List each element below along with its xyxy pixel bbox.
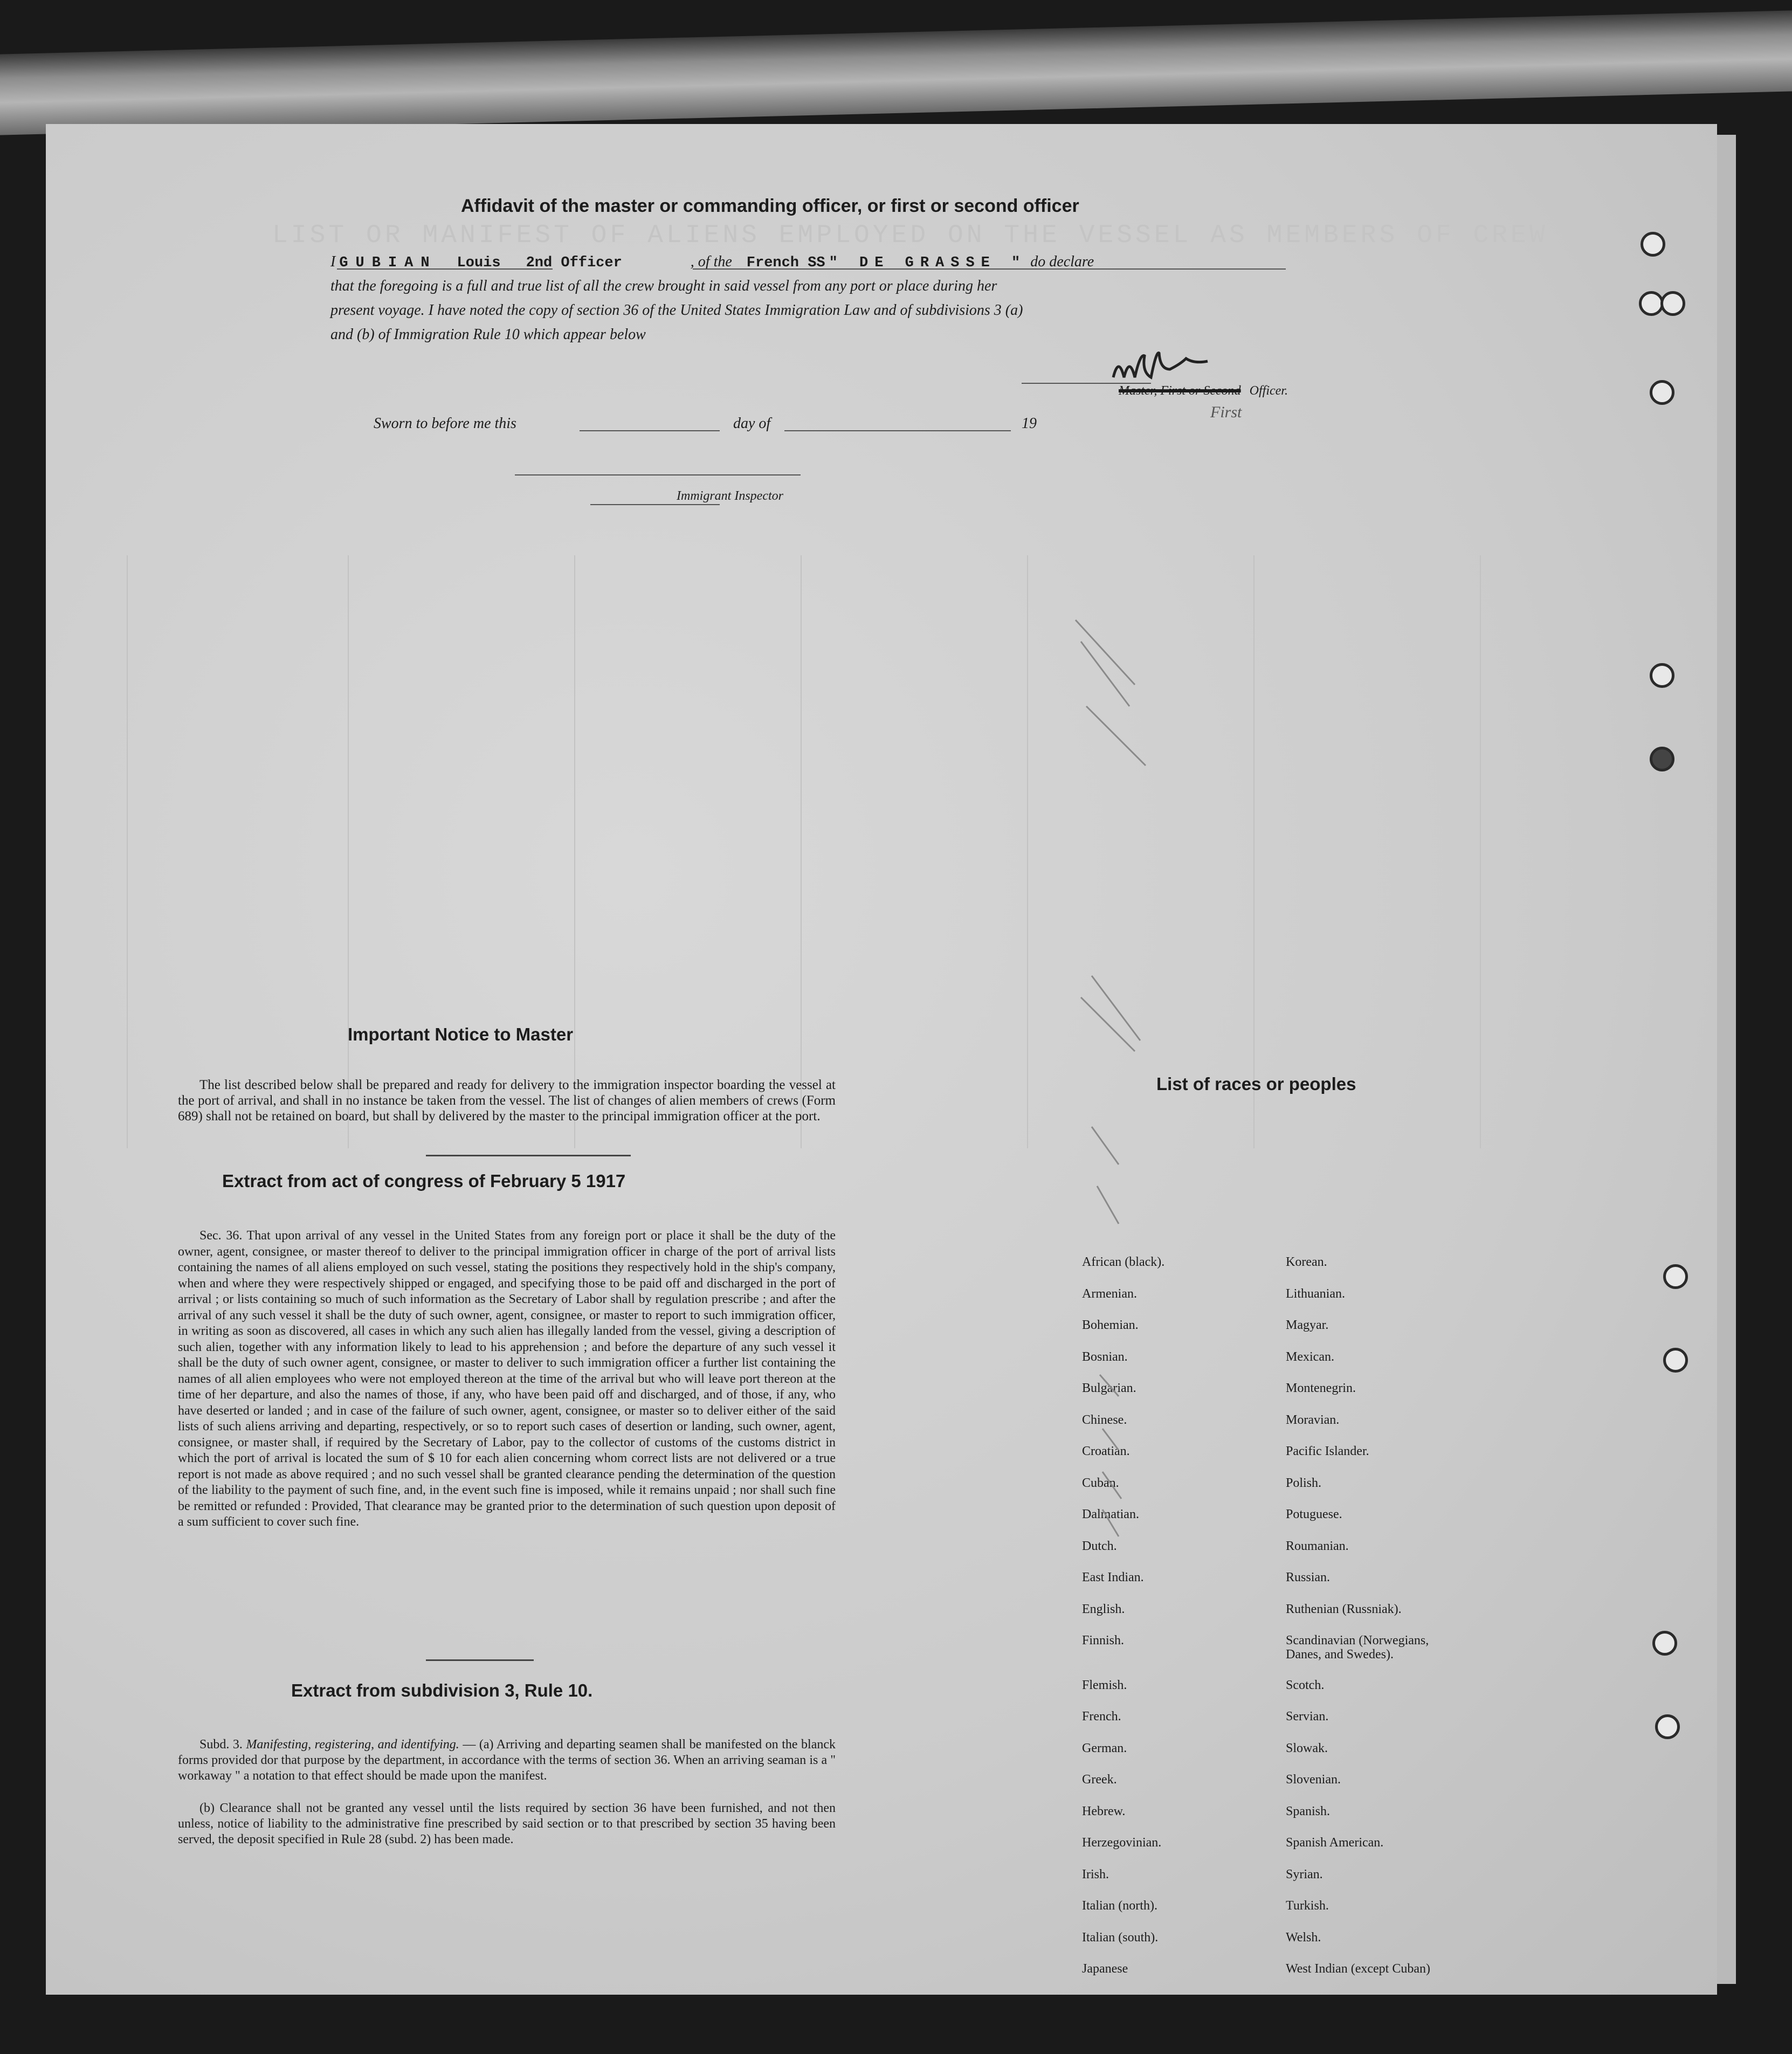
of-the-label: , of the <box>690 253 732 270</box>
para-a-text: — (a) Arriving and departing seamen shall be manifested on the blanck forms provided dor that purpose by the department, in accordance with the terms of section 36. When an arriving seaman is a " workaway " a notation to that effect should be made upon the manifest. <box>178 1738 836 1783</box>
race-entry: Cuban. <box>1082 1476 1119 1490</box>
section-36-text: That upon arrival of any vessel in the United States from any foreign port or place it shall be the duty of the owner, agent, consignee, or master thereof to deliver to the principal immigration officer in charge of the port of arrival lists containing the names of all aliens employed on such vessel, stating the positions they respectively hold in the ship's company, when and where they were respectively shipped or engaged, and specifying those to be paid off and discharged in the port of arrival ; or lists containing so much of such information as the Secretary of Labor shall by regulation prescribe ; and after the arrival of any such vessel it shall be the duty of such owner, agent, consignee, or master to report to such immigration officer, in writing as soon as discovered, all cases in which any such alien has illegally landed from the vessel, giving a description of such alien, together with any information likely to lead to his apprehension ; and before the departure of any such vessel it shall be the duty of such owner agent, consignee, or master to deliver to such immigration officer a further list containing the names of all alien employees who were not employed thereon at the time of the arrival but who will leave port thereon at the time of her departure, and also the names of those, if any, who have been paid off and discharged, and of those, if any, who have deserted or landed ; and in case of the failure of such owner, agent, consignee, or master so to deliver either of the said lists of such aliens arriving and departing, respectively, or so to report such cases of desertion or landing, such owner, agent, consignee, or master shall, if required by the Secretary of Labor, pay to the collector of customs of the customs district in which the port of arrival is located the sum of $ 10 for each alien concerning whom correct lists are not delivered or a true report is not made as above required ; and no such vessel shall be granted clearance pending the determination of the question of the liability to the payment of such fine, and, in the event such fine is imposed, while it remains unpaid ; nor shall such fine be remitted or refunded : Provided, That clearance may be granted prior to the determination of such question upon deposit of a sum sufficient to cover such fine. <box>178 1229 836 1529</box>
race-entry: Chinese. <box>1082 1412 1127 1427</box>
notice-body: The list described below shall be prepared and ready for delivery to the immigration inspector boarding the vessel at the port of arrival, and shall in no instance be taken from the vessel. The list of changes of alien members of crews (Form 689) shall not be retained on board, but shall by delivered by the master to the principal immigration officer at the port. <box>178 1078 836 1124</box>
punch-hole <box>1641 232 1665 257</box>
race-entry: Roumanian. <box>1286 1539 1349 1553</box>
affidavit-line4: and (b) of Immigration Rule 10 which appear below <box>330 326 646 343</box>
race-entry: Bulgarian. <box>1082 1381 1136 1395</box>
race-entry: Russian. <box>1286 1570 1331 1584</box>
race-entry: Welsh. <box>1286 1930 1321 1945</box>
race-entry: Lithuanian. <box>1286 1286 1345 1301</box>
race-entry: African (black). <box>1082 1255 1165 1269</box>
declare-label: do declare <box>1030 253 1094 270</box>
race-entry: Dutch. <box>1082 1539 1117 1553</box>
handwritten-first: First <box>1210 403 1242 421</box>
race-entry: Montenegrin. <box>1286 1381 1356 1395</box>
ship-fill-line <box>693 268 1286 270</box>
race-entry: Bohemian. <box>1082 1318 1139 1332</box>
affidavit-line3: present voyage. I have noted the copy of section 36 of the United States Immigration Law and of subdivisions 3 (a) <box>330 302 1023 319</box>
race-entry: Dalmatian. <box>1082 1507 1139 1521</box>
race-entry: Greek. <box>1082 1773 1117 1787</box>
race-entry: Spanish American. <box>1286 1836 1384 1850</box>
ghost-column-line <box>801 555 802 1148</box>
punch-hole <box>1650 747 1674 771</box>
section-label: Sec. 36. <box>199 1229 243 1243</box>
ghost-column-line <box>127 555 128 1148</box>
notice-divider <box>426 1155 631 1156</box>
subdivision-heading: Manifesting, registering, and identifying. <box>246 1738 459 1752</box>
officer-surname: GUBIAN <box>339 255 437 271</box>
extract-rule-title: Extract from subdivision 3, Rule 10. <box>291 1680 593 1700</box>
day-fill-line <box>784 430 1011 431</box>
race-entry: Mexican. <box>1286 1349 1334 1364</box>
race-entry: Spanish. <box>1286 1804 1331 1818</box>
race-entry: Italian (north). <box>1082 1899 1157 1913</box>
race-entry: Slowak. <box>1286 1741 1328 1755</box>
ghost-column-line <box>1027 555 1028 1148</box>
inspector-fill-line <box>590 504 720 505</box>
extract-act-body <box>178 1228 836 1531</box>
day-label: day of <box>733 415 771 432</box>
race-entry: Flemish. <box>1082 1678 1127 1692</box>
affidavit-line2: that the foregoing is a full and true list of all the crew brought in said vessel from any port or place during her <box>330 278 997 294</box>
subdivision-label: Subd. 3. <box>199 1738 243 1752</box>
year-label: 19 <box>1022 415 1037 432</box>
race-entry: Turkish. <box>1286 1899 1329 1913</box>
race-entry: Scotch. <box>1286 1678 1325 1692</box>
notice-title: Important Notice to Master <box>348 1024 574 1044</box>
ghost-column-line <box>574 555 575 1148</box>
race-entry: Pacific Islander. <box>1286 1444 1369 1458</box>
race-entry: Ruthenian (Russniak). <box>1286 1602 1402 1616</box>
ghost-column-line <box>1253 555 1255 1148</box>
affidavit-title: Affidavit of the master or commanding officer, or first or second officer <box>461 196 1079 216</box>
race-entry: West Indian (except Cuban) <box>1286 1962 1430 1976</box>
ghost-header-text: LIST OR MANIFEST OF ALIENS EMPLOYED ON THE VESSEL AS MEMBERS OF CREW <box>272 221 1548 250</box>
race-entry: Moravian. <box>1286 1412 1340 1427</box>
race-entry: Herzegovinian. <box>1082 1836 1162 1850</box>
race-entry: English. <box>1082 1602 1125 1616</box>
race-entry: Finnish. <box>1082 1633 1125 1648</box>
races-title: List of races or peoples <box>1156 1074 1356 1094</box>
pencil-marks <box>1070 609 1210 1957</box>
inspector-label: Immigrant Inspector <box>677 489 783 503</box>
race-entry: Bosnian. <box>1082 1349 1128 1364</box>
ghost-column-line <box>348 555 349 1148</box>
punch-hole <box>1650 663 1674 688</box>
race-entry: Magyar. <box>1286 1318 1329 1332</box>
sworn-label: Sworn to before me this <box>374 415 516 432</box>
race-entry: Syrian. <box>1286 1867 1323 1881</box>
race-entry: Italian (south). <box>1082 1930 1159 1945</box>
race-entry: Potuguese. <box>1286 1507 1342 1521</box>
punch-hole <box>1663 1348 1688 1373</box>
officer-given-name: Louis <box>457 255 501 271</box>
race-entry: French. <box>1082 1710 1121 1724</box>
race-entry: Korean. <box>1286 1255 1327 1269</box>
ghost-column-line <box>1480 555 1481 1148</box>
race-entry: Japanese <box>1082 1962 1128 1976</box>
document-page <box>46 124 1717 1995</box>
signature-role: Officer. <box>1249 384 1288 398</box>
race-entry: Croatian. <box>1082 1444 1130 1458</box>
race-entry: Polish. <box>1286 1476 1322 1490</box>
extract-act-title: Extract from act of congress of February 5 1917 <box>222 1171 626 1191</box>
officer-rank: 2nd Officer <box>526 255 622 271</box>
name-fill-line <box>337 268 553 270</box>
race-entry: Scandinavian (Norwegians, Danes, and Swedes). <box>1286 1633 1429 1662</box>
sworn-fill-line <box>580 430 720 431</box>
race-entry: Hebrew. <box>1082 1804 1126 1818</box>
punch-hole <box>1655 1714 1680 1739</box>
race-entry: Armenian. <box>1082 1286 1137 1301</box>
race-entry: Servian. <box>1286 1710 1329 1724</box>
affidavit-prefix: I <box>330 253 336 270</box>
race-entry: German. <box>1082 1741 1127 1755</box>
extract-divider <box>426 1659 534 1661</box>
top-paper-edge <box>0 10 1792 135</box>
race-entry: Irish. <box>1082 1867 1109 1881</box>
race-entry: East Indian. <box>1082 1570 1144 1584</box>
rule-para-b: (b) Clearance shall not be granted any vessel until the lists required by section 36 have been furnished, and not then unless, notice of liability to the administrative fine prescribed by said section or to that prescribed by section 35 having been served, the deposit specified in Rule 28 (subd. 2) has been made. <box>178 1801 836 1846</box>
ship-name: " DE GRASSE " <box>829 255 1027 271</box>
struck-text: Master, First or Second Officer. <box>1119 384 1288 398</box>
race-entry: Slovenian. <box>1286 1773 1341 1787</box>
rule-para-a <box>178 1737 836 1784</box>
punch-hole <box>1652 1631 1677 1656</box>
inspector-sign-line <box>515 474 801 475</box>
punch-hole <box>1660 291 1685 316</box>
punch-hole <box>1663 1264 1688 1289</box>
punch-hole <box>1650 380 1674 405</box>
ship-nationality: French SS <box>746 255 825 271</box>
